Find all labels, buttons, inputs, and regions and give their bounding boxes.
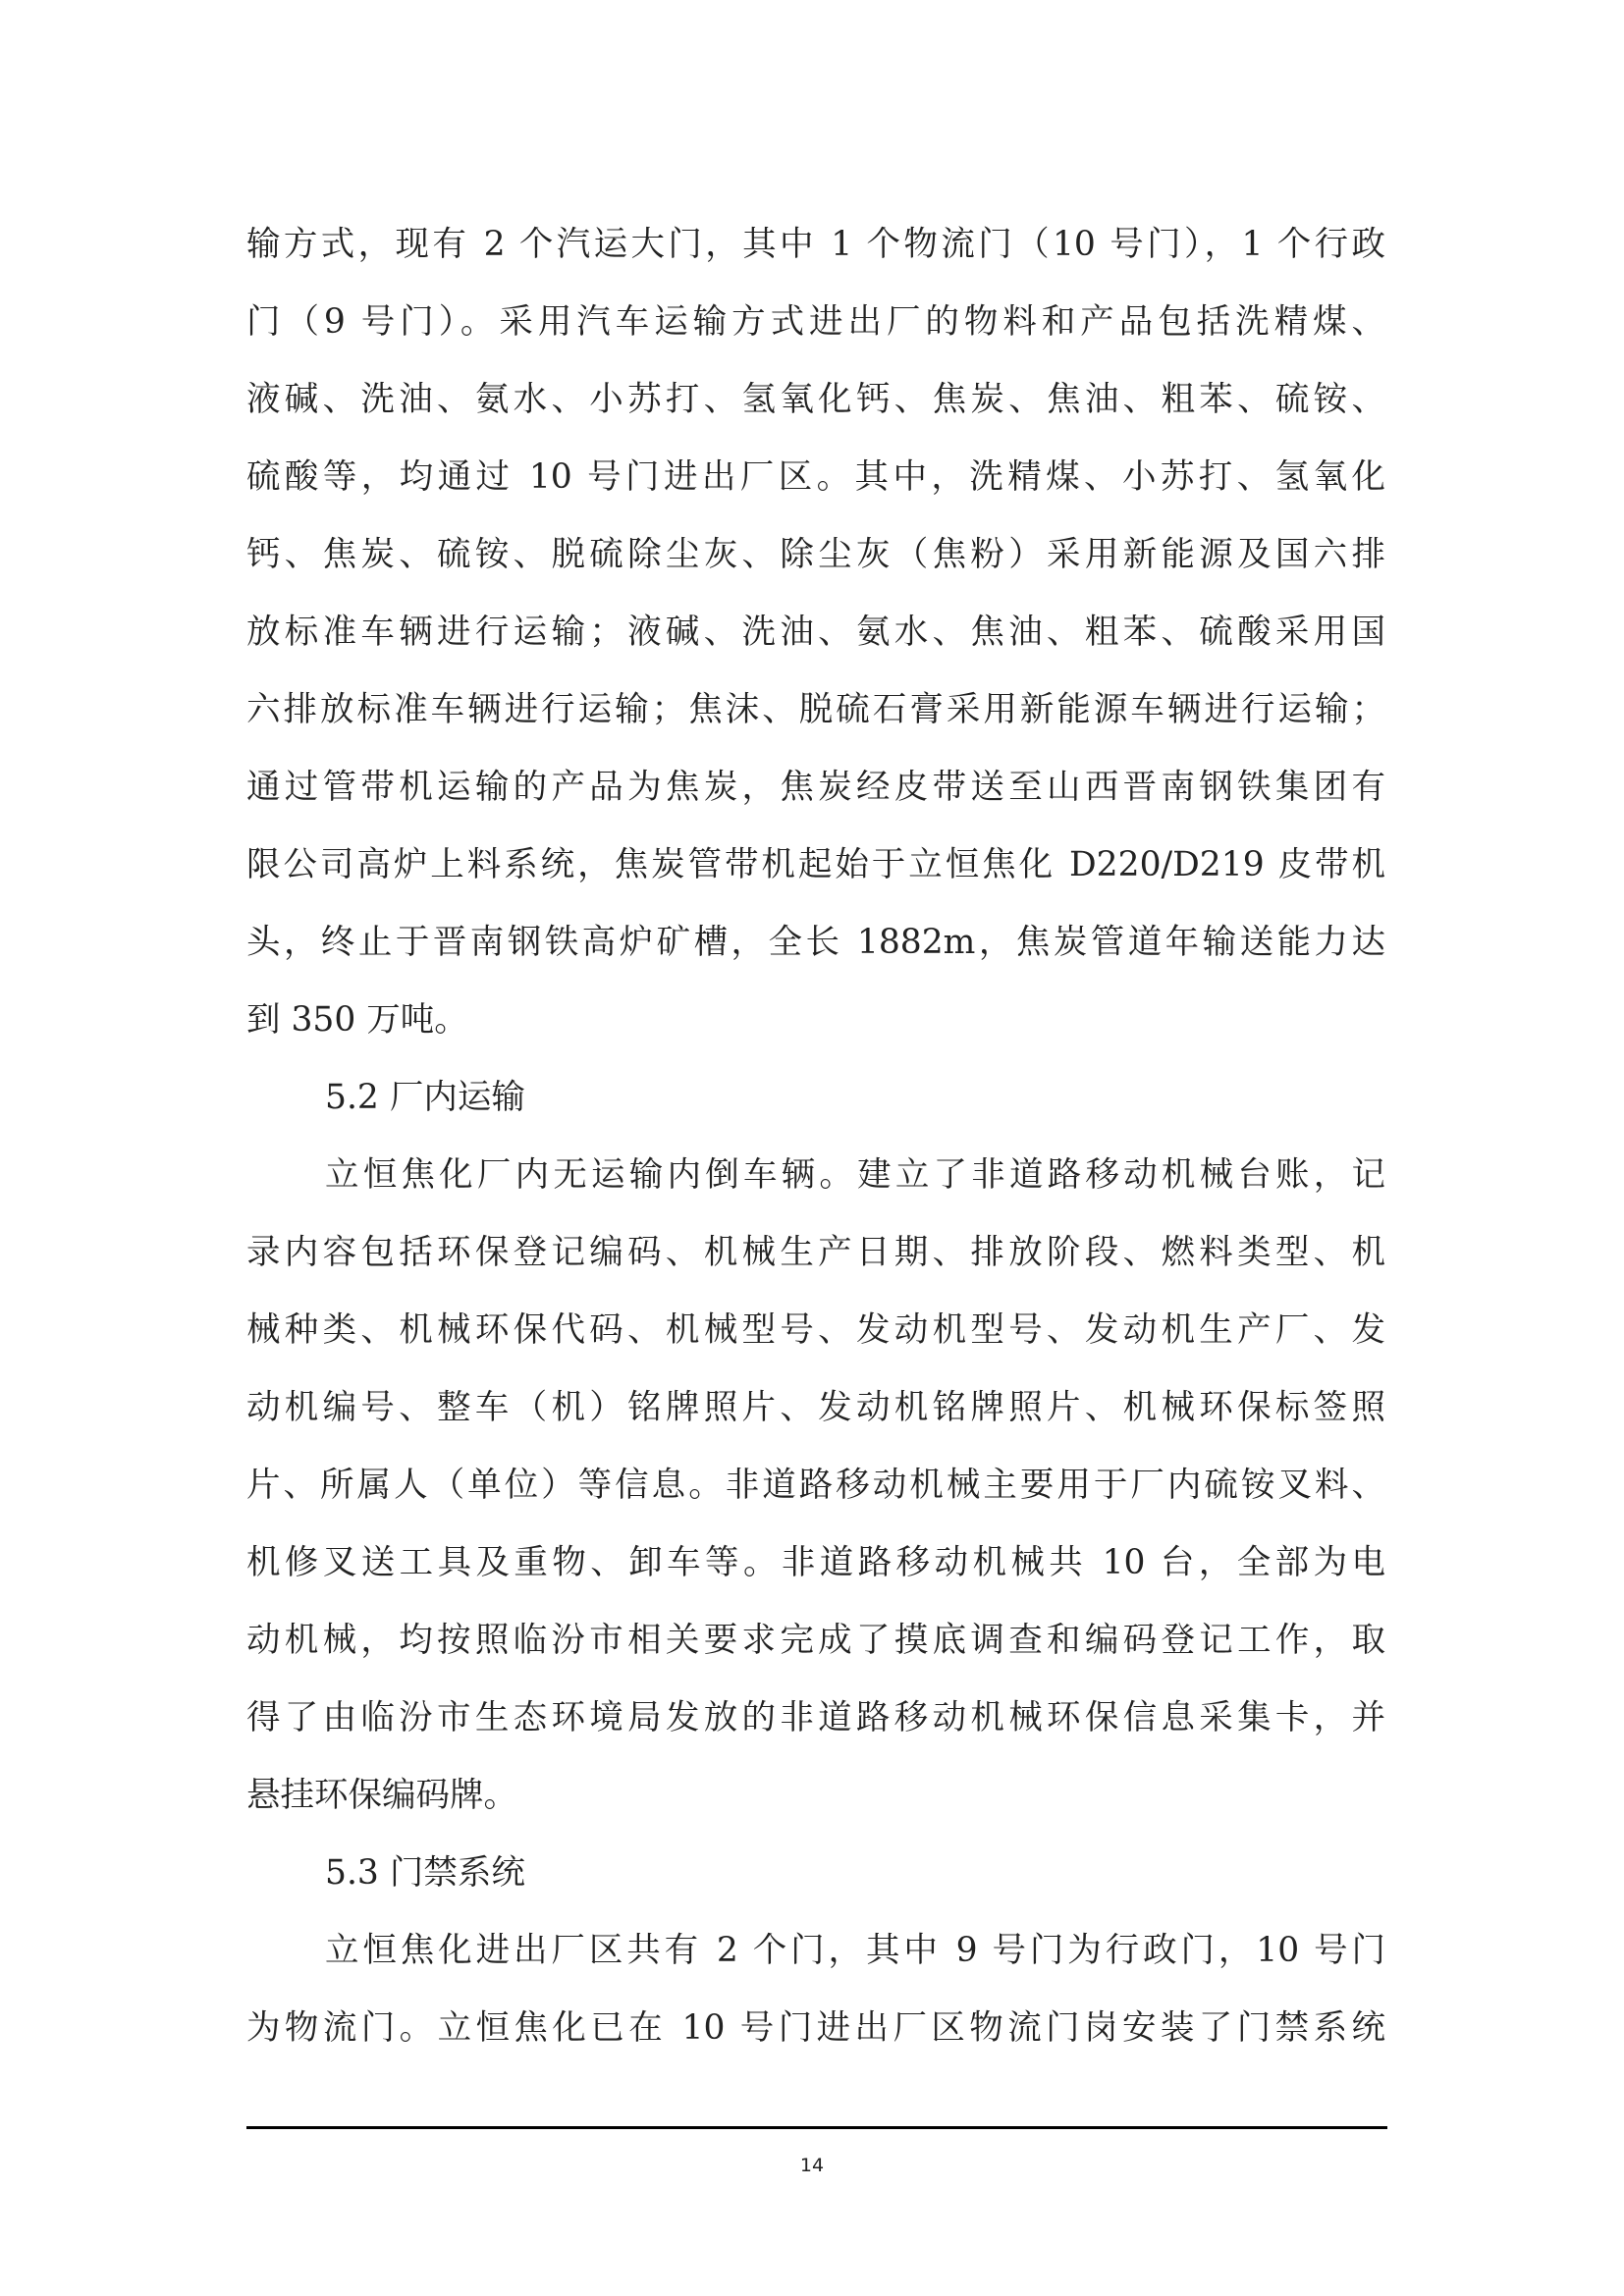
body-line: 录内容包括环保登记编码、机械生产日期、排放阶段、燃料类型、机 xyxy=(246,1233,1385,1272)
body-line: 头，终止于晋南钢铁高炉矿槽，全长 1882m，焦炭管道年输送能力达 xyxy=(246,923,1385,962)
body-line: 立恒焦化厂内无运输内倒车辆。建立了非道路移动机械台账，记 xyxy=(325,1155,1385,1195)
body-line: 为物流门。立恒焦化已在 10 号门进出厂区物流门岗安装了门禁系统 xyxy=(246,2008,1385,2048)
body-line: 械种类、机械环保代码、机械型号、发动机型号、发动机生产厂、发 xyxy=(246,1310,1385,1350)
footer-divider xyxy=(246,2126,1387,2129)
body-line: 机修叉送工具及重物、卸车等。非道路移动机械共 10 台，全部为电 xyxy=(246,1543,1385,1582)
page-number: 14 xyxy=(799,2155,825,2176)
body-line: 钙、焦炭、硫铵、脱硫除尘灰、除尘灰（焦粉）采用新能源及国六排 xyxy=(246,535,1385,574)
body-line: 得了由临汾市生态环境局发放的非道路移动机械环保信息采集卡，并 xyxy=(246,1698,1385,1737)
body-line: 片、所属人（单位）等信息。非道路移动机械主要用于厂内硫铵叉料、 xyxy=(246,1466,1385,1505)
body-line: 六排放标准车辆进行运输；焦沫、脱硫石膏采用新能源车辆进行运输； xyxy=(246,690,1385,729)
body-line: 动机械，均按照临汾市相关要求完成了摸底调查和编码登记工作，取 xyxy=(246,1621,1385,1660)
section-heading: 5.2 厂内运输 xyxy=(325,1078,525,1117)
body-line: 到 350 万吨。 xyxy=(246,1000,468,1040)
body-line: 硫酸等，均通过 10 号门进出厂区。其中，洗精煤、小苏打、氢氧化 xyxy=(246,457,1385,497)
body-line: 放标准车辆进行运输；液碱、洗油、氨水、焦油、粗苯、硫酸采用国 xyxy=(246,613,1385,652)
body-line: 液碱、洗油、氨水、小苏打、氢氧化钙、焦炭、焦油、粗苯、硫铵、 xyxy=(246,380,1385,419)
body-line: 悬挂环保编码牌。 xyxy=(246,1776,517,1815)
body-line: 门（9 号门）。采用汽车运输方式进出厂的物料和产品包括洗精煤、 xyxy=(246,302,1385,342)
body-line: 限公司高炉上料系统，焦炭管带机起始于立恒焦化 D220/D219 皮带机 xyxy=(246,845,1385,884)
body-line: 动机编号、整车（机）铭牌照片、发动机铭牌照片、机械环保标签照 xyxy=(246,1388,1385,1427)
body-line: 立恒焦化进出厂区共有 2 个门，其中 9 号门为行政门，10 号门 xyxy=(325,1931,1385,1970)
body-line: 输方式，现有 2 个汽运大门，其中 1 个物流门（10 号门），1 个行政 xyxy=(246,225,1385,264)
body-line: 通过管带机运输的产品为焦炭，焦炭经皮带送至山西晋南钢铁集团有 xyxy=(246,768,1385,807)
section-heading: 5.3 门禁系统 xyxy=(325,1853,525,1893)
